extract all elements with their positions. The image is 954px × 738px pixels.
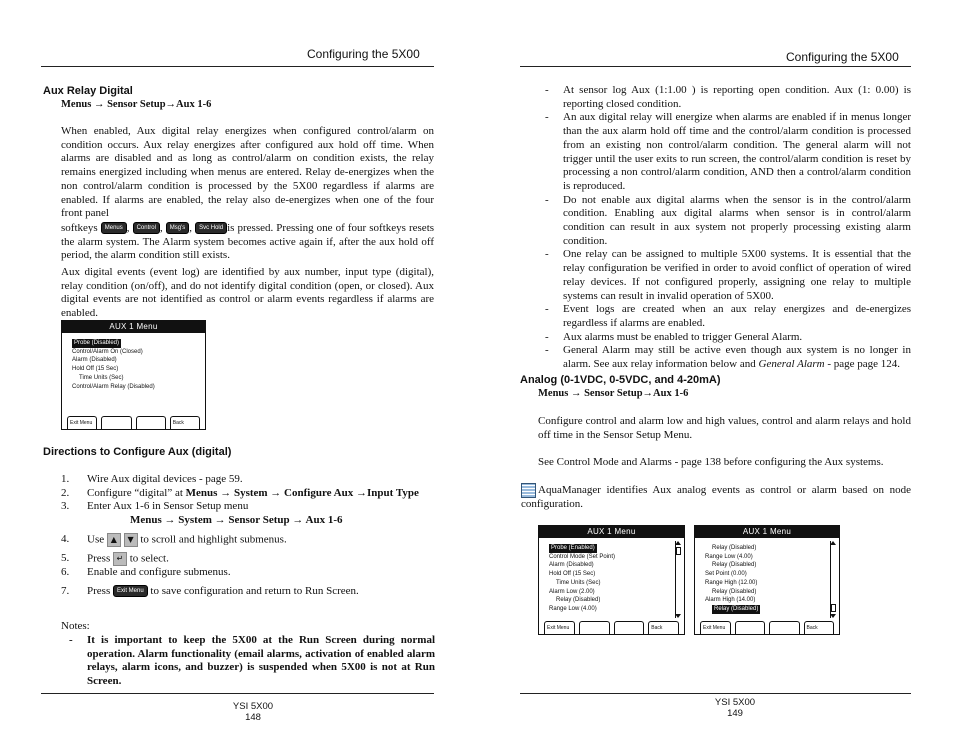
blank-softkey bbox=[101, 416, 131, 429]
bullet-item: - Event logs are created when an aux relay energizes and de-energizes regardless if alarms are enabled. bbox=[545, 303, 911, 330]
step-item: 2. Configure “digital” at Menus → System → Configure Aux →Input Type bbox=[61, 486, 419, 499]
step-item: 5. Press ↵ to select. bbox=[61, 552, 169, 565]
exit-menu-softkey: Exit Menu bbox=[700, 621, 731, 634]
enter-icon: ↵ bbox=[113, 552, 127, 566]
footer-rule bbox=[41, 693, 434, 694]
paragraph-aquamanager: AquaManager identifies Aux analog events as control or alarm based on node configuration. bbox=[521, 484, 911, 510]
screen-title: AUX 1 Menu bbox=[62, 321, 205, 333]
control-softkey: Control bbox=[133, 222, 160, 234]
scroll-thumb bbox=[831, 604, 836, 612]
header-rule bbox=[41, 66, 434, 67]
exit-menu-key: Exit Menu bbox=[113, 585, 148, 597]
paragraph-text: softkeys bbox=[61, 221, 98, 234]
page-header: Configuring the 5X00 bbox=[307, 47, 420, 61]
blank-softkey bbox=[136, 416, 166, 429]
menu-item: Hold Off (15 Sec) bbox=[72, 366, 119, 373]
menu-item-selected: Relay (Disabled) bbox=[714, 605, 759, 612]
blank-softkey bbox=[579, 621, 610, 634]
scroll-up-icon bbox=[675, 541, 681, 545]
menu-path: Menus → Sensor Setup→Aux 1-6 bbox=[538, 388, 689, 399]
step-item: 4. Use ▲ ▼ to scroll and highlight submenus. bbox=[61, 532, 287, 546]
menu-item-selected: Probe (Disabled) bbox=[74, 340, 120, 346]
footer-rule bbox=[520, 693, 911, 694]
paragraph-configure: Configure control and alarm low and high values, control and alarm relays and hold off time in the Sensor Setup Menu. bbox=[538, 415, 911, 441]
menu-item-selected: Probe (Enabled) bbox=[551, 545, 595, 551]
menu-item: Relay (Disabled) bbox=[556, 597, 601, 604]
bullet-item: - General Alarm may still be active even though aux system is no longer in alarm. See aux relay information below and General Alarm - page page 124. bbox=[545, 344, 911, 371]
paragraph-aux-relay: When enabled, Aux digital relay energizes when configured control/alarm on condition occurs. Aux relay energizes after configured aux hold off time. When alarms are disabled and as long as control/alarm on condition exists, the relay remains energized including when menus are entered. Relay de-energizes when the non control/alarm condition is processed by the 5X00 regardless if alarms are enabled. If alarms are enabled, the relay also de-energizes when one of the four front panel softkeys Menus , Control , Msg's , Svc Hold is pressed. Pressing one of four softkeys resets the alarm system. The Alarm system becomes active again if, after the aux hold off period, the alarm condition still exists. bbox=[61, 125, 435, 262]
step-item: 6. Enable and configure submenus. bbox=[61, 566, 231, 579]
screen-softkeys bbox=[67, 416, 200, 429]
scroll-down-icon bbox=[675, 614, 681, 618]
menu-item: Set Point (0.00) bbox=[705, 571, 747, 578]
menu-item: Relay (Disabled) bbox=[712, 545, 757, 551]
bullet-item: - Aux alarms must be enabled to trigger General Alarm. bbox=[545, 331, 911, 345]
menu-item: Time Units (Sec) bbox=[79, 374, 124, 381]
blank-softkey bbox=[614, 621, 645, 634]
menu-item: Range High (12.00) bbox=[705, 579, 758, 586]
paragraph-event-log: Aux digital events (event log) are identified by aux number, input type (digital), relay condition (on/off), and do not identify digital condition (open, or closed). Aux digital events are not identified as control or alarm events regardless if alarms are enabled. bbox=[61, 266, 434, 320]
notes-bullets bbox=[545, 84, 911, 372]
screen-title: AUX 1 Menu bbox=[695, 526, 839, 538]
notes-list bbox=[69, 634, 435, 689]
menu-item: Range Low (4.00) bbox=[705, 553, 753, 560]
bullet-item: - One relay can be assigned to multiple 5X00 systems. It is essential that the relay configuration be verified in order to avoid conflict of operation of wired relay devices. If not configured properly, assigning one relay to multiple systems can result in invalid operation of 5X00. bbox=[545, 248, 911, 303]
back-softkey: Back bbox=[804, 621, 835, 634]
page-footer bbox=[695, 697, 775, 719]
screen-menu bbox=[695, 538, 839, 614]
scrollbar bbox=[830, 541, 836, 618]
menu-item: Control/Alarm Relay (Disabled) bbox=[72, 383, 155, 390]
aux-menu-screen bbox=[61, 320, 206, 430]
aux-menu-screen-1 bbox=[538, 525, 685, 635]
menu-item: Alarm (Disabled) bbox=[549, 562, 594, 569]
menu-item: Range Low (4.00) bbox=[549, 605, 597, 612]
bullet-item: - At sensor log Aux (1:1.00 ) is reporting open condition. Aux (1: 0.00) is reporting closed condition. bbox=[545, 84, 911, 111]
note-item: - It is important to keep the 5X00 at the Run Screen during normal operation. Alarm functionality (email alarms, activation of enabled alarm relays, alarm icons, and buzzer) is suspended when 5X00 is not at Run Screen. bbox=[69, 634, 435, 689]
section-title: Analog (0-1VDC, 0-5VDC, and 4-20mA) bbox=[520, 374, 721, 386]
menu-item: Control/Alarm On (Closed) bbox=[72, 348, 143, 355]
scroll-thumb bbox=[676, 547, 681, 555]
step-item: 7. Press Exit Menu to save configuration and return to Run Screen. bbox=[61, 584, 359, 597]
page-footer bbox=[213, 701, 293, 723]
paragraph-see-control: See Control Mode and Alarms - page 138 before configuring the Aux systems. bbox=[538, 456, 884, 468]
blank-softkey bbox=[735, 621, 766, 634]
paragraph-text: When enabled, Aux digital relay energizes when configured control/alarm on condition occurs. Aux relay energizes after configured aux hold off time. When alarms are disabled and as long as control/alarm on condition exists, the relay remains energized including when menus are entered. Relay de-energizes when the non control/alarm condition is processed by the 5X00 regardless if alarms are enabled. If alarms are enabled, the relay also de-energizes when one of the four front panel bbox=[61, 125, 434, 220]
right-page bbox=[477, 0, 954, 738]
footer-model: YSI 5X00 bbox=[714, 697, 756, 708]
footer-model: YSI 5X00 bbox=[232, 701, 274, 712]
steps-list bbox=[61, 473, 436, 599]
page-header: Configuring the 5X00 bbox=[786, 50, 899, 64]
step-item: 1. Wire Aux digital devices - page 59. bbox=[61, 473, 243, 485]
msgs-softkey: Msg's bbox=[166, 222, 189, 234]
header-rule bbox=[520, 66, 911, 67]
menu-item: Alarm Low (2.00) bbox=[549, 588, 595, 595]
section-title: Aux Relay Digital bbox=[43, 85, 133, 97]
screen-softkeys bbox=[700, 621, 834, 634]
arrow-up-icon: ▲ bbox=[107, 533, 121, 547]
menu-item: Alarm (Disabled) bbox=[72, 357, 117, 364]
menu-item: Relay (Disabled) bbox=[712, 588, 757, 595]
svc-hold-softkey: Svc Hold bbox=[195, 222, 227, 234]
screen-softkeys bbox=[544, 621, 679, 634]
aux-menu-screen-2 bbox=[694, 525, 840, 635]
paragraph-text: is pressed. Pressing one of four softkeys resets the alarm system. The Alarm system becomes active again if, after the aux hold off period, the alarm condition still exists. bbox=[61, 221, 435, 262]
back-softkey: Back bbox=[170, 416, 200, 429]
back-softkey: Back bbox=[648, 621, 679, 634]
bullet-item: - Do not enable aux digital alarms when the sensor is in the control/alarm condition. Enabling aux digital alarms when sensor is in control/alarm condition can result in aux system not properly processing existing alarm condition. bbox=[545, 194, 911, 249]
menu-item: Alarm High (14.00) bbox=[705, 597, 756, 604]
scroll-down-icon bbox=[830, 614, 836, 618]
notes-label: Notes: bbox=[61, 620, 90, 632]
menus-softkey: Menus bbox=[101, 222, 127, 234]
blank-softkey bbox=[769, 621, 800, 634]
scrollbar bbox=[675, 541, 681, 618]
menu-item: Hold Off (15 Sec) bbox=[549, 571, 596, 578]
screen-title: AUX 1 Menu bbox=[539, 526, 684, 538]
scroll-up-icon bbox=[830, 541, 836, 545]
aquamanager-icon bbox=[521, 483, 536, 498]
exit-menu-softkey: Exit Menu bbox=[67, 416, 97, 429]
screen-menu bbox=[539, 538, 684, 614]
menu-path: Menus → Sensor Setup→Aux 1-6 bbox=[61, 99, 212, 110]
menu-item: Time Units (Sec) bbox=[556, 579, 601, 586]
menu-item: Control Mode (Set Point) bbox=[549, 553, 616, 560]
step-item: 3. Enter Aux 1-6 in Sensor Setup menu Menus → System → Sensor Setup → Aux 1-6 bbox=[61, 500, 343, 527]
bullet-item: - An aux digital relay will energize when alarms are enabled if in menus longer than the aux alarm hold off time and the control/alarm condition is processed from an existing non control/alarm condition. The general alarm will not trigger until the user exits to run screen, the control/alarm condition is reset by processing a non control/alarm condition, AND then a control/alarm condition is reproduced. bbox=[545, 111, 911, 193]
page-number: 149 bbox=[727, 708, 743, 719]
exit-menu-softkey: Exit Menu bbox=[544, 621, 575, 634]
menu-item: Relay (Disabled) bbox=[712, 562, 757, 569]
arrow-down-icon: ▼ bbox=[124, 533, 138, 547]
page-number: 148 bbox=[245, 712, 261, 723]
directions-title: Directions to Configure Aux (digital) bbox=[43, 446, 232, 458]
screen-menu bbox=[62, 333, 205, 391]
